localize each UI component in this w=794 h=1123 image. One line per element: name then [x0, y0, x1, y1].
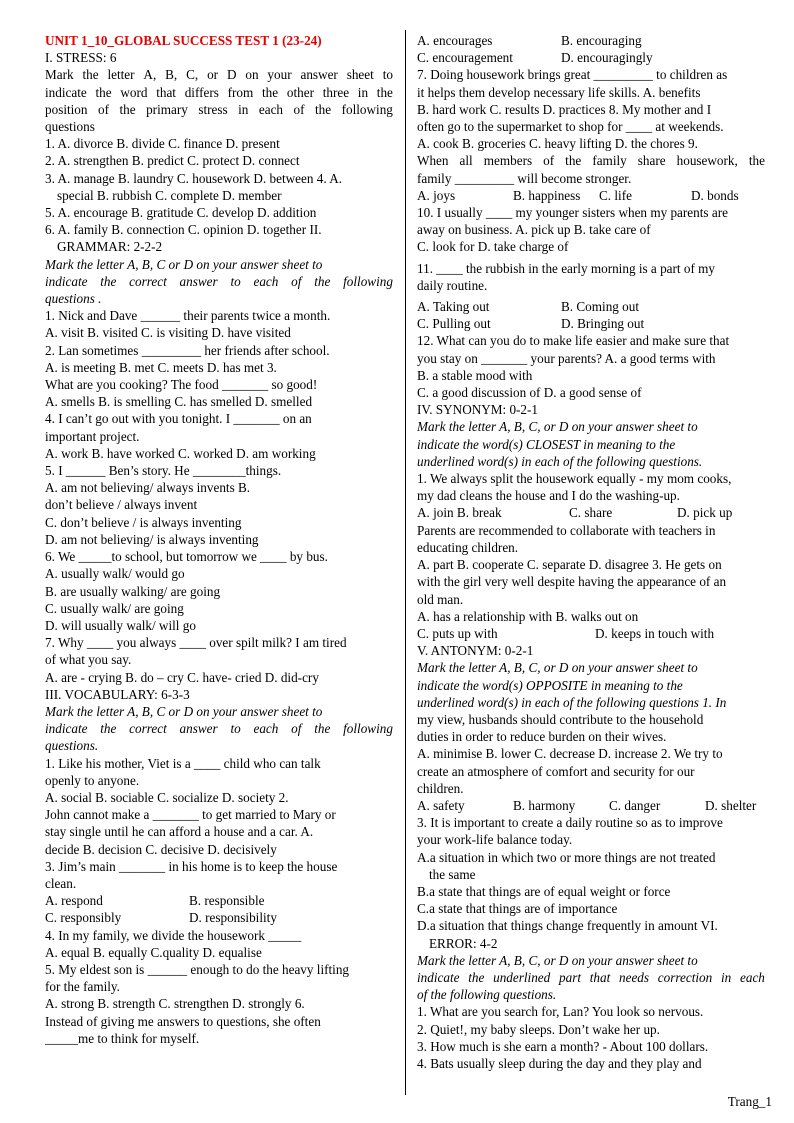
question-line: children. — [417, 780, 464, 796]
option: D. responsibility — [189, 910, 277, 926]
option: C. Pulling out — [417, 316, 491, 332]
question-line: don’t believe / always invent — [45, 497, 198, 513]
question-line: 1. Like his mother, Viet is a ____ child who can talk — [45, 755, 321, 771]
question-line: A. are - crying B. do – cry C. have- cried D. did-cry — [45, 669, 319, 685]
question-line: B.a state that things are of equal weight or force — [417, 883, 671, 899]
option: B. responsible — [189, 893, 265, 909]
question-line: 4. In my family, we divide the housework _____ — [45, 927, 302, 943]
question-line: of what you say. — [45, 652, 132, 668]
question-line: openly to anyone. — [45, 772, 140, 788]
option: A. safety — [417, 797, 465, 813]
question-line: A. is meeting B. met C. meets D. has met 3. — [45, 359, 277, 375]
option-row — [45, 909, 393, 926]
question-line: B. a stable mood with — [417, 367, 533, 383]
option: D. bonds — [691, 187, 739, 203]
question-line: stay single until he can afford a house and a car. A. — [45, 824, 314, 840]
question-line: John cannot make a _______ to get married to Mary or — [45, 807, 336, 823]
question-line: _____me to think for myself. — [45, 1030, 200, 1046]
question-line: 10. I usually ____ my younger sisters when my parents are — [417, 205, 728, 221]
question-line: A. part B. cooperate C. separate D. disagree 3. He gets on — [417, 557, 722, 573]
question-line: my view, husbands should contribute to the household — [417, 711, 704, 727]
question-line: important project. — [45, 428, 140, 444]
question-line: my dad cleans the house and I do the washing-up. — [417, 488, 680, 504]
instruction-line: indicate the word(s) OPPOSITE in meaning to the — [417, 677, 683, 693]
question-line: B. are usually walking/ are going — [45, 583, 221, 599]
question-line: 1. Nick and Dave ______ their parents twice a month. — [45, 308, 331, 324]
option: C. responsibly — [45, 910, 122, 926]
option: A. respond — [45, 893, 103, 909]
column-divider — [405, 30, 406, 1095]
instruction-line: underlined word(s) in each of the following questions 1. In — [417, 694, 727, 710]
question-line: B. hard work C. results D. practices 8. My mother and I — [417, 101, 712, 117]
option: A. Taking out — [417, 299, 490, 315]
question-line: A. am not believing/ always invents B. — [45, 480, 251, 496]
question-line: Instead of giving me answers to questions, she often — [45, 1013, 321, 1029]
instruction-line: Mark the letter A, B, C or D on your answer sheet to — [45, 256, 323, 272]
question-line: 2. Lan sometimes _________ her friends after school. — [45, 342, 330, 358]
question-line: 11. ____ the rubbish in the early morning is a part of my — [417, 260, 716, 276]
section-heading-grammar: GRAMMAR: 2-2-2 — [57, 239, 163, 255]
option-row — [417, 187, 765, 204]
question-line: Parents are recommended to collaborate with teachers in — [417, 522, 716, 538]
instruction-line: Mark the letter A, B, C, or D on your answer sheet to — [417, 419, 698, 435]
option: C. danger — [609, 797, 661, 813]
question-line: A. visit B. visited C. is visiting D. have visited — [45, 325, 291, 341]
question-line: D. will usually walk/ will go — [45, 617, 196, 633]
option: D. shelter — [705, 797, 757, 813]
instruction-line: Mark the letter A, B, C, or D on your answer sheet to — [417, 660, 698, 676]
instruction-line: of the following questions. — [417, 987, 557, 1003]
question-line: 1. What are you search for, Lan? You look so nervous. — [417, 1004, 704, 1020]
section-heading-error: ERROR: 4-2 — [429, 935, 498, 951]
question-line: What are you cooking? The food _______ so good! — [45, 377, 318, 393]
question-line: clean. — [45, 875, 77, 891]
option: A. encourages — [417, 33, 493, 48]
left-column — [45, 32, 393, 1047]
instruction-line: questions . — [45, 291, 102, 307]
question-line: When all members of the family share housework, the — [417, 153, 765, 169]
option-row — [417, 504, 765, 521]
option: C. life — [599, 187, 632, 203]
question-line: 12. What can you do to make life easier and make sure that — [417, 333, 730, 349]
option: C. encouragement — [417, 50, 513, 66]
question-line: A. work B. have worked C. worked D. am working — [45, 445, 316, 461]
text-line: position of the primary stress in each of the following — [45, 101, 393, 117]
question-line: A. usually walk/ would go — [45, 566, 185, 582]
question-line: A. social B. sociable C. socialize D. society 2. — [45, 789, 289, 805]
question-line: decide B. decision C. decisive D. decisively — [45, 841, 277, 857]
question-line: often go to the supermarket to shop for ____ at weekends. — [417, 119, 724, 135]
question-line: A. has a relationship with B. walks out on — [417, 608, 639, 624]
section-heading-vocabulary: III. VOCABULARY: 6-3-3 — [45, 686, 190, 702]
question-line: 2. Quiet!, my baby sleeps. Don’t wake her up. — [417, 1021, 660, 1037]
test-title: UNIT 1_10_GLOBAL SUCCESS TEST 1 (23-24) — [45, 33, 322, 48]
text-line: questions — [45, 119, 95, 135]
instruction-line: Mark the letter A, B, C or D on your answer sheet to — [45, 703, 323, 719]
question-line: C. don’t believe / is always inventing — [45, 514, 242, 530]
section-heading-stress: I. STRESS: 6 — [45, 50, 117, 66]
option-row — [417, 797, 765, 814]
question-line: create an atmosphere of comfort and security for our — [417, 763, 695, 779]
question-line: 3. Jim’s main _______ in his home is to keep the house — [45, 858, 338, 874]
right-column — [417, 32, 765, 1072]
option: C. puts up with — [417, 625, 498, 641]
question-line: you stay on _______ your parents? A. a good terms with — [417, 350, 716, 366]
question-line: 6. We _____to school, but tomorrow we ____ by bus. — [45, 549, 328, 565]
option: C. share — [569, 505, 613, 521]
instruction-line: indicate the underlined part that needs correction in each — [417, 969, 765, 985]
question-line: C. a good discussion of D. a good sense of — [417, 385, 642, 401]
option-row — [417, 315, 765, 332]
question-line: 1. A. divorce B. divide C. finance D. present — [45, 136, 280, 152]
question-line: with the girl very well despite having the appearance of an — [417, 574, 727, 590]
question-line: A. strong B. strength C. strengthen D. strongly 6. — [45, 996, 305, 1012]
section-heading-synonym: IV. SYNONYM: 0-2-1 — [417, 402, 539, 418]
instruction-line: questions. — [45, 738, 99, 754]
question-line: daily routine. — [417, 277, 488, 293]
option-row — [417, 49, 765, 66]
question-line: 7. Why ____ you always ____ over spilt milk? I am tired — [45, 635, 347, 651]
question-line: 2. A. strengthen B. predict C. protect D. connect — [45, 153, 300, 169]
question-line: A. cook B. groceries C. heavy lifting D. the chores 9. — [417, 136, 698, 152]
text-line: indicate the word that differs from the other three in the — [45, 84, 393, 100]
question-line: your work-life balance today. — [417, 832, 573, 848]
page-number: Trang_1 — [727, 1094, 772, 1109]
option: B. encouraging — [561, 33, 642, 48]
question-line: 4. Bats usually sleep during the day and they play and — [417, 1055, 702, 1071]
question-line: old man. — [417, 591, 464, 607]
option: A. joys — [417, 187, 456, 203]
section-heading-antonym: V. ANTONYM: 0-2-1 — [417, 643, 534, 659]
question-line: 5. My eldest son is ______ enough to do the heavy lifting — [45, 961, 350, 977]
instruction-line: Mark the letter A, B, C, or D on your answer sheet to — [417, 952, 698, 968]
question-line: educating children. — [417, 539, 519, 555]
question-line: C.a state that things are of importance — [417, 901, 618, 917]
option-row — [45, 892, 393, 909]
question-line: 6. A. family B. connection C. opinion D. together II. — [45, 222, 322, 238]
question-line: 3. It is important to create a daily routine so as to improve — [417, 815, 723, 831]
question-line: 5. A. encourage B. gratitude C. develop D. addition — [45, 205, 317, 221]
question-line: family _________ will become stronger. — [417, 170, 632, 186]
option-row — [417, 32, 765, 49]
question-line: 5. I ______ Ben’s story. He ________things. — [45, 463, 282, 479]
option: D. Bringing out — [561, 316, 645, 332]
question-line: 1. We always split the housework equally - my mom cooks, — [417, 471, 732, 487]
option: B. Coming out — [561, 299, 640, 315]
question-line: 4. I can’t go out with you tonight. I _______ on an — [45, 411, 312, 427]
question-line: C. look for D. take charge of — [417, 239, 569, 255]
option: B. happiness — [513, 187, 581, 203]
question-line: A. smells B. is smelling C. has smelled D. smelled — [45, 394, 313, 410]
option: B. harmony — [513, 797, 576, 813]
option-row — [417, 625, 765, 642]
instruction-line: underlined word(s) in each of the following questions. — [417, 453, 703, 469]
instruction-line: indicate the word(s) CLOSEST in meaning to the — [417, 436, 676, 452]
instruction-line: indicate the correct answer to each of the following — [45, 273, 393, 289]
option: D. encouragingly — [561, 50, 653, 66]
option-row — [417, 298, 765, 315]
question-line: A. equal B. equally C.quality D. equalise — [45, 944, 262, 960]
question-line: for the family. — [45, 979, 120, 995]
question-line: away on business. A. pick up B. take care of — [417, 222, 651, 238]
instruction-line: indicate the correct answer to each of the following — [45, 721, 393, 737]
question-line: A. minimise B. lower C. decrease D. increase 2. We try to — [417, 746, 723, 762]
option: D. keeps in touch with — [595, 625, 715, 641]
question-line: A.a situation in which two or more things are not treated — [417, 849, 716, 865]
option: D. pick up — [677, 505, 733, 521]
option: A. join B. break — [417, 505, 502, 521]
question-line: 3. How much is she earn a month? - About 100 dollars. — [417, 1038, 709, 1054]
question-line: 7. Doing housework brings great _________ to children as — [417, 67, 728, 83]
text-line: Mark the letter A, B, C, or D on your answer sheet to — [45, 67, 393, 83]
question-line: the same — [429, 866, 476, 882]
question-line: D. am not believing/ is always inventing — [45, 531, 259, 547]
question-line: duties in order to reduce burden on their wives. — [417, 729, 667, 745]
question-line: 3. A. manage B. laundry C. housework D. between 4. A. — [45, 170, 343, 186]
question-line: C. usually walk/ are going — [45, 600, 184, 616]
question-line: D.a situation that things change frequently in amount VI. — [417, 918, 718, 934]
question-line: it helps them develop necessary life skills. A. benefits — [417, 84, 701, 100]
question-line: special B. rubbish C. complete D. member — [57, 187, 282, 203]
